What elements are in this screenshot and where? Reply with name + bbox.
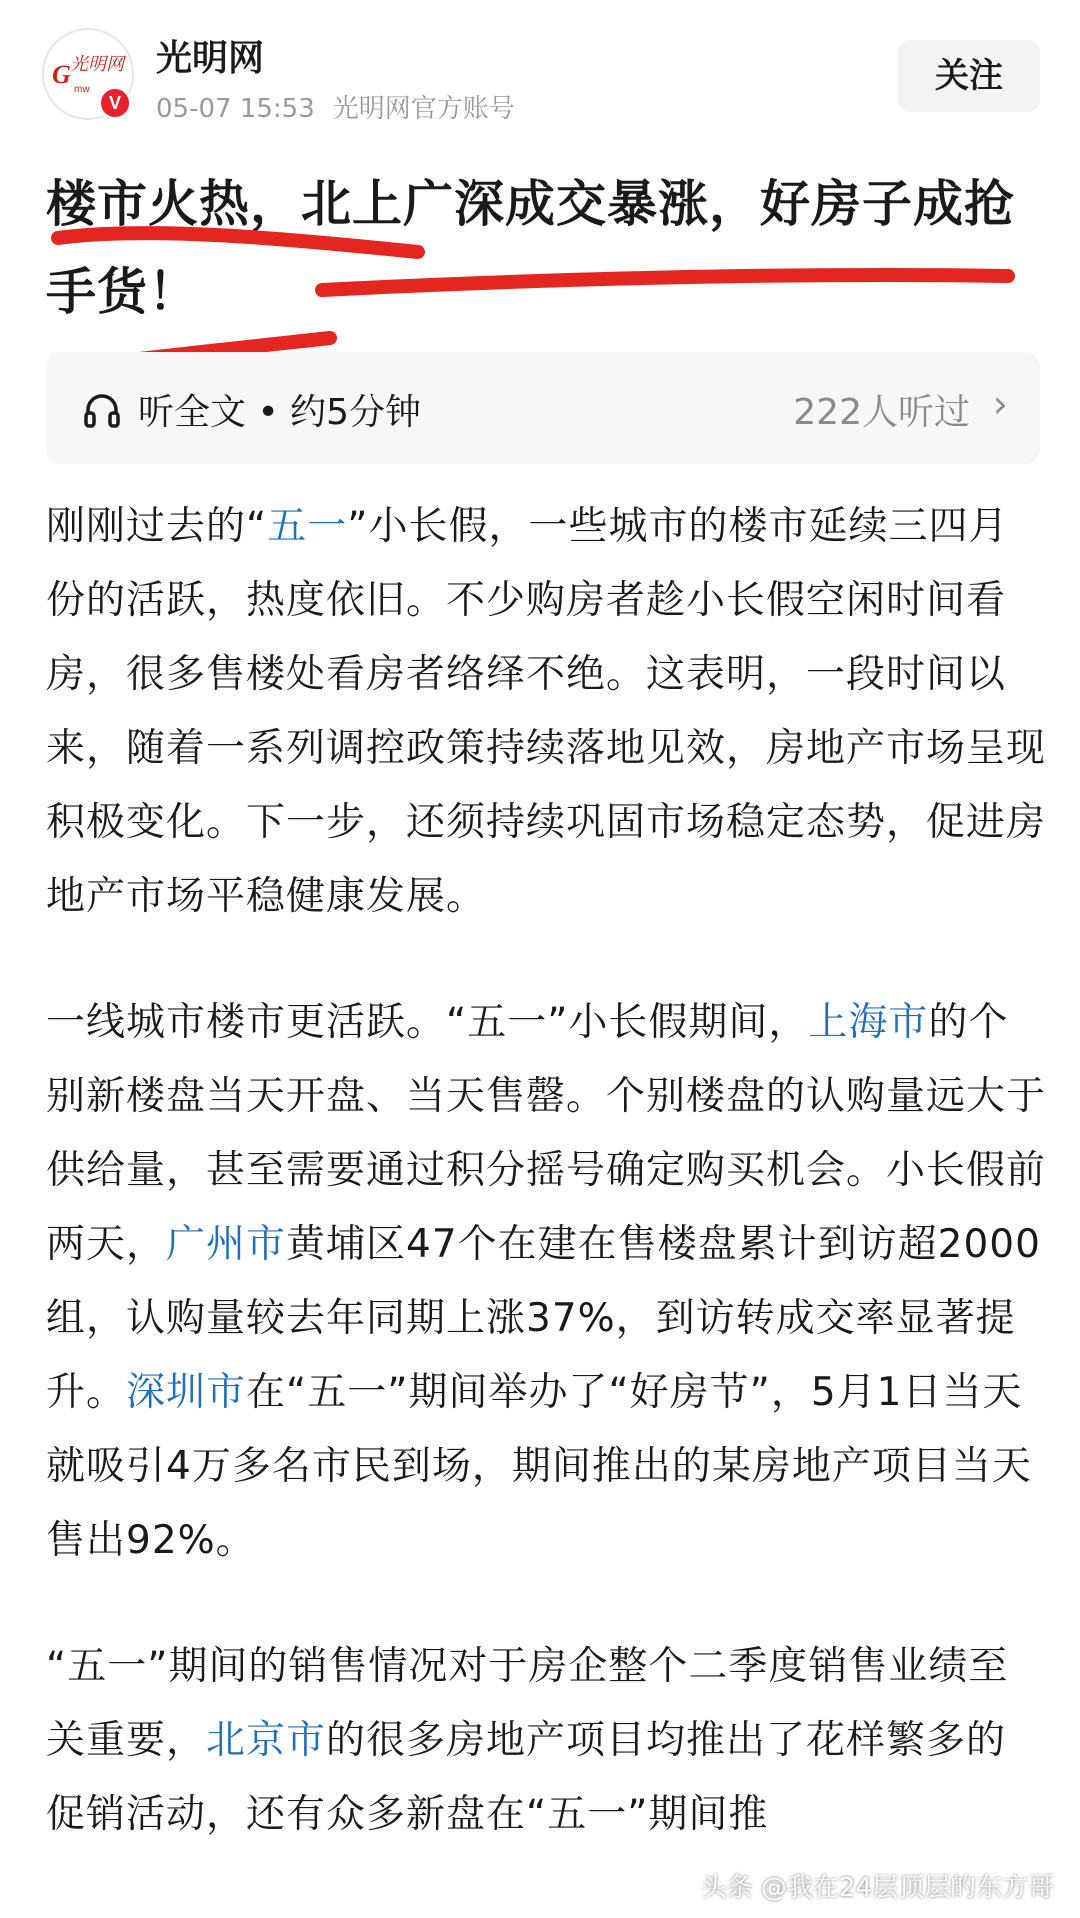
text: 的个别新楼盘当天开盘、当天售罄。个别楼盘的认购量远大于供给量，甚至需要通过积分摇号确定购买机会。小长假前两天， xyxy=(46,1000,1047,1267)
article-title: 楼市火热，北上广深成交暴涨，好房子成抢手货！ xyxy=(46,175,1015,321)
link-guangzhou[interactable]: 广州市 xyxy=(166,1222,287,1267)
source-watermark: 头条 @我在24层顶层的东方哥 xyxy=(700,1873,1054,1903)
paragraph-1 xyxy=(46,490,1046,934)
listen-full-text-bar[interactable] xyxy=(46,352,1040,464)
listen-label: 听全文 • 约5分钟 xyxy=(138,392,422,433)
post-date: 05-07 15:53 xyxy=(156,94,315,124)
paragraph-3 xyxy=(46,1630,1046,1852)
article-header xyxy=(0,0,1080,140)
link-beijing[interactable]: 北京市 xyxy=(206,1718,327,1763)
logo-subtext: mw xyxy=(74,84,90,95)
follow-button[interactable]: 关注 xyxy=(898,40,1040,112)
text: 在“五一”期间举办了“好房节”，5月1日当天就吸引4万多名市民到场，期间推出的某房地产项目当天售出92%。 xyxy=(46,1370,1032,1563)
paragraph-2 xyxy=(46,986,1046,1578)
account-type: 光明网官方账号 xyxy=(332,94,515,124)
link-shenzhen[interactable]: 深圳市 xyxy=(126,1370,247,1415)
post-meta xyxy=(156,88,515,125)
link-wuyi[interactable]: 五一 xyxy=(267,504,348,549)
text: ”小长假，一些城市的楼市延续三四月份的活跃，热度依旧。不少购房者趁小长假空闲时间看房，很多售楼处看房者络绎不绝。这表明，一段时间以来，随着一系列调控政策持续落地见效，房地产市场呈现积极变化。下一步，还须持续巩固市场稳定态势，促进房地产市场平稳健康发展。 xyxy=(46,504,1047,919)
text: 的很多房地产项目均推出了花样繁多的促销活动，还有众多新盘在“五一”期间推 xyxy=(46,1718,1007,1837)
text: “五一”期间的销售情况对于房企整个二季度销售业绩至关重要， xyxy=(46,1644,1009,1763)
link-shanghai[interactable]: 上海市 xyxy=(808,1000,929,1045)
text: 一线城市楼市更活跃。“五一”小长假期间， xyxy=(46,1000,809,1045)
author-name[interactable]: 光明网 xyxy=(156,38,265,79)
logo-mark: G xyxy=(52,60,71,89)
listen-count: 222人听过 xyxy=(793,392,970,433)
text: 刚刚过去的“ xyxy=(46,504,268,549)
article-body xyxy=(46,490,1046,1904)
logo-text: 光明网 xyxy=(70,54,124,74)
verified-badge-icon: V xyxy=(98,86,132,120)
headphones-icon xyxy=(82,390,122,430)
chevron-right-icon: › xyxy=(992,382,1008,426)
text: 黄埔区47个在建在售楼盘累计到访超2000组，认购量较去年同期上涨37%，到访转成交率显著提升。 xyxy=(46,1222,1041,1415)
